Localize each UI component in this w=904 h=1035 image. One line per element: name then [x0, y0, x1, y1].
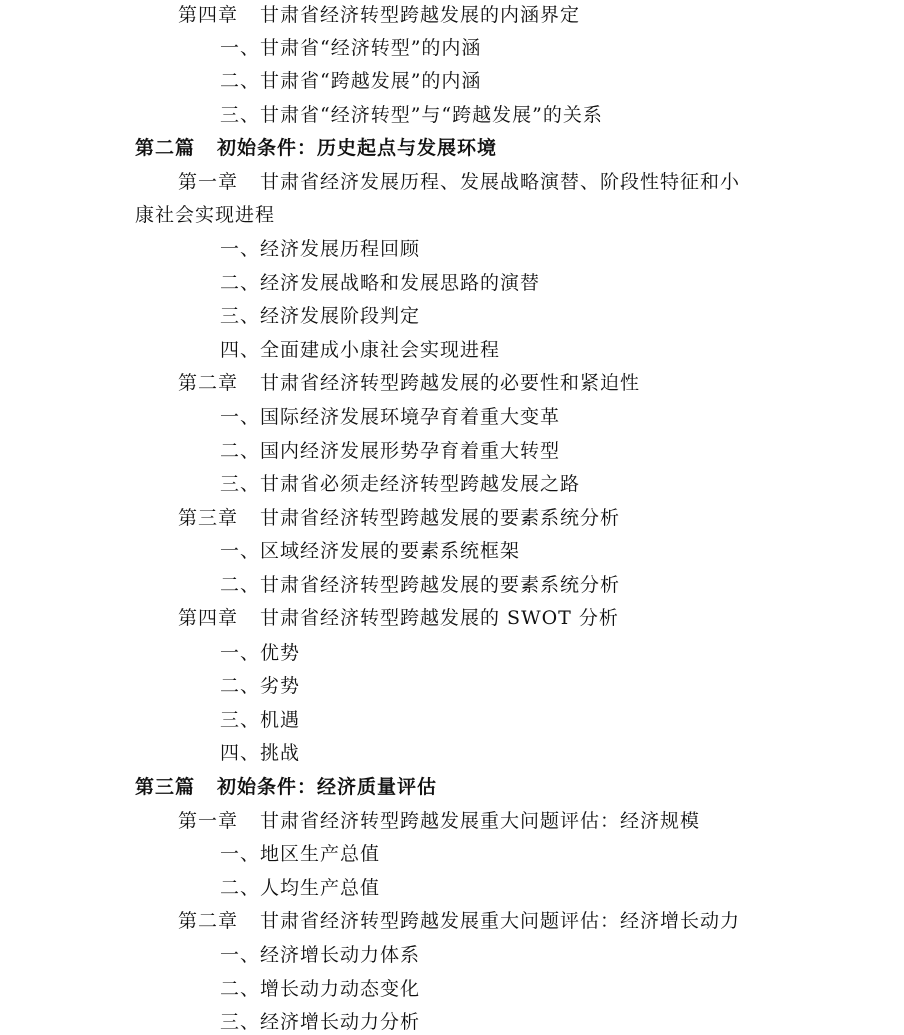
chapter-title: 甘肃省经济转型跨越发展重大问题评估：经济规模	[260, 810, 701, 832]
toc-section[interactable]: 一、经济增长动力体系	[220, 944, 421, 966]
toc-section[interactable]: 二、增长动力动态变化	[220, 978, 421, 1000]
chapter-title: 甘肃省经济转型跨越发展的要素系统分析	[260, 507, 621, 529]
chapter-number: 第一章	[178, 810, 239, 832]
toc-part[interactable]	[135, 775, 437, 799]
toc-chapter[interactable]	[178, 170, 740, 194]
toc-section[interactable]: 一、地区生产总值	[220, 843, 381, 865]
chapter-number: 第四章	[178, 607, 239, 629]
chapter-number: 第四章	[178, 4, 239, 26]
chapter-title-continuation: 康社会实现进程	[135, 204, 276, 226]
toc-section[interactable]: 二、经济发展战略和发展思路的演替	[220, 272, 541, 294]
toc-section[interactable]: 四、挑战	[220, 742, 301, 764]
toc-section[interactable]: 二、劣势	[220, 675, 301, 697]
part-number: 第二篇	[135, 137, 196, 159]
chapter-number: 第三章	[178, 507, 239, 529]
part-title: 初始条件：历史起点与发展环境	[217, 137, 498, 159]
toc-section[interactable]: 四、全面建成小康社会实现进程	[220, 339, 501, 361]
toc-section[interactable]: 二、人均生产总值	[220, 877, 381, 899]
toc-chapter[interactable]	[178, 606, 619, 630]
toc-section[interactable]: 一、甘肃省“经济转型”的内涵	[220, 37, 482, 59]
toc-chapter[interactable]	[178, 506, 620, 530]
toc-part[interactable]	[135, 136, 497, 160]
toc-section[interactable]: 三、经济增长动力分析	[220, 1011, 421, 1033]
toc-section[interactable]: 三、机遇	[220, 709, 301, 731]
toc-section[interactable]: 一、经济发展历程回顾	[220, 238, 421, 260]
chapter-title: 甘肃省经济转型跨越发展的内涵界定	[260, 4, 581, 26]
toc-section[interactable]: 一、国际经济发展环境孕育着重大变革	[220, 406, 561, 428]
toc-chapter[interactable]	[178, 809, 700, 833]
toc-chapter[interactable]	[178, 371, 640, 395]
toc-chapter[interactable]	[178, 909, 740, 933]
toc-section[interactable]: 二、甘肃省“跨越发展”的内涵	[220, 70, 482, 92]
toc-chapter[interactable]	[178, 3, 580, 27]
chapter-number: 第二章	[178, 910, 239, 932]
toc-section[interactable]: 三、甘肃省必须走经济转型跨越发展之路	[220, 473, 581, 495]
part-number: 第三篇	[135, 776, 196, 798]
chapter-title: 甘肃省经济转型跨越发展重大问题评估：经济增长动力	[260, 910, 741, 932]
toc-section[interactable]: 二、甘肃省经济转型跨越发展的要素系统分析	[220, 574, 621, 596]
toc-section[interactable]: 一、区域经济发展的要素系统框架	[220, 540, 521, 562]
part-title: 初始条件：经济质量评估	[217, 776, 438, 798]
chapter-number: 第一章	[178, 171, 239, 193]
toc-section[interactable]: 一、优势	[220, 642, 301, 664]
chapter-title: 甘肃省经济转型跨越发展的必要性和紧迫性	[260, 372, 641, 394]
toc-section[interactable]: 三、甘肃省“经济转型”与“跨越发展”的关系	[220, 104, 603, 126]
chapter-title: 甘肃省经济转型跨越发展的 SWOT 分析	[260, 607, 619, 629]
chapter-title: 甘肃省经济发展历程、发展战略演替、阶段性特征和小	[260, 171, 741, 193]
toc-section[interactable]: 二、国内经济发展形势孕育着重大转型	[220, 440, 561, 462]
chapter-number: 第二章	[178, 372, 239, 394]
toc-section[interactable]: 三、经济发展阶段判定	[220, 305, 421, 327]
